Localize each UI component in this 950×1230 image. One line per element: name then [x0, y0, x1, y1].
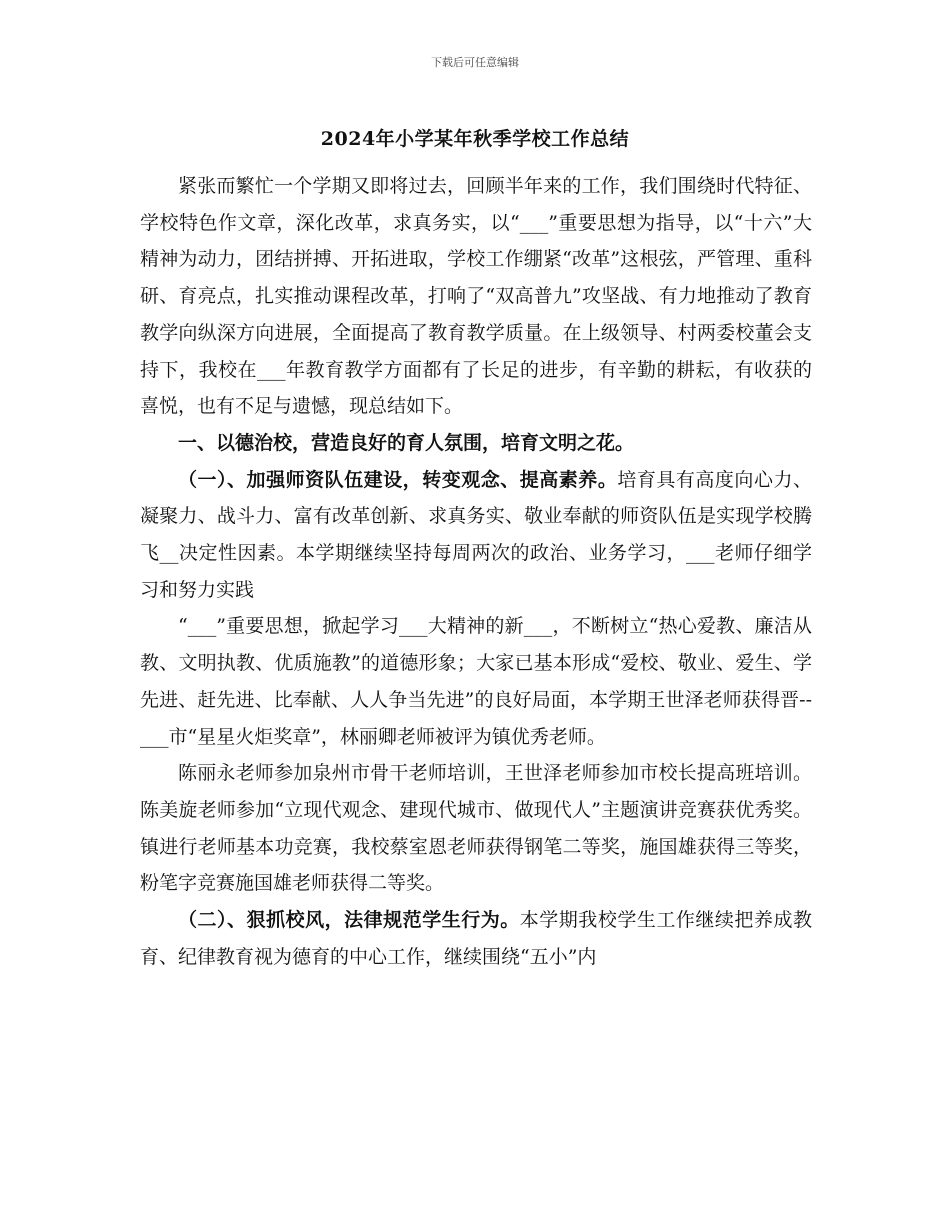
subsection-1-text: 培育具有高度向心力、凝聚力、战斗力、富有改革创新、求真务实、敬业奉献的师资队伍是实现学校腾飞__决定性因素。本学期继续坚持每周两次的政治、业务学习，___老师仔细学习和努力实践	[140, 468, 812, 601]
subsection-1-paragraph	[140, 462, 812, 609]
subsection-2-lead: （二）、狠抓校风，法律规范学生行为。	[178, 909, 520, 932]
section-1-heading: 一、以德治校，营造良好的育人氛围，培育文明之花。	[178, 431, 635, 454]
document-title: 2024年小学某年秋季学校工作总结	[320, 128, 630, 150]
page-header-note: 下载后可任意编辑	[431, 56, 519, 69]
subsection-2-text: 本学期我校学生工作继续把养成教育、纪律教育视为德育的中心工作，继续围绕“五小”内	[140, 909, 812, 968]
document-body	[140, 168, 812, 975]
subsection-1-lead: （一）、加强师资队伍建设，转变观念、提高素养。	[178, 468, 618, 491]
intro-paragraph: 紧张而繁忙一个学期又即将过去，回顾半年来的工作，我们围绕时代特征、学校特色作文章，深化改革，求真务实，以“___”重要思想为指导，以“十六”大精神为动力，团结拼搏、开拓进取，学校工作绷紧“改革”这根弦，严管理、重科研、育亮点，扎实推动课程改革，打响了“双高普九”攻坚战、有力地推动了教育教学向纵深方向进展，全面提高了教育教学质量。在上级领导、村两委校董会支持下，我校在___年教育教学方面都有了长足的进步，有辛勤的耕耘，有收获的喜悦，也有不足与遗憾，现总结如下。	[140, 175, 812, 418]
subsection-2-paragraph	[140, 902, 812, 975]
paragraph-4: 陈丽永老师参加泉州市骨干老师培训，王世泽老师参加市校长提高班培训。陈美旋老师参加“立现代观念、建现代城市、做现代人”主题演讲竞赛获优秀奖。镇进行老师基本功竞赛，我校蔡室恩老师获得钢笔二等奖，施国雄获得三等奖，粉笔字竞赛施国雄老师获得二等奖。	[140, 762, 812, 895]
paragraph-3: “___”重要思想，掀起学习___大精神的新___，不断树立“热心爱教、廉洁从教、文明执教、优质施教”的道德形象；大家已基本形成“爱校、敬业、爱生、学先进、赶先进、比奉献、人人争当先进”的良好局面，本学期王世泽老师获得晋--___市“星星火炬奖章”，林丽卿老师被评为镇优秀老师。	[140, 615, 812, 748]
